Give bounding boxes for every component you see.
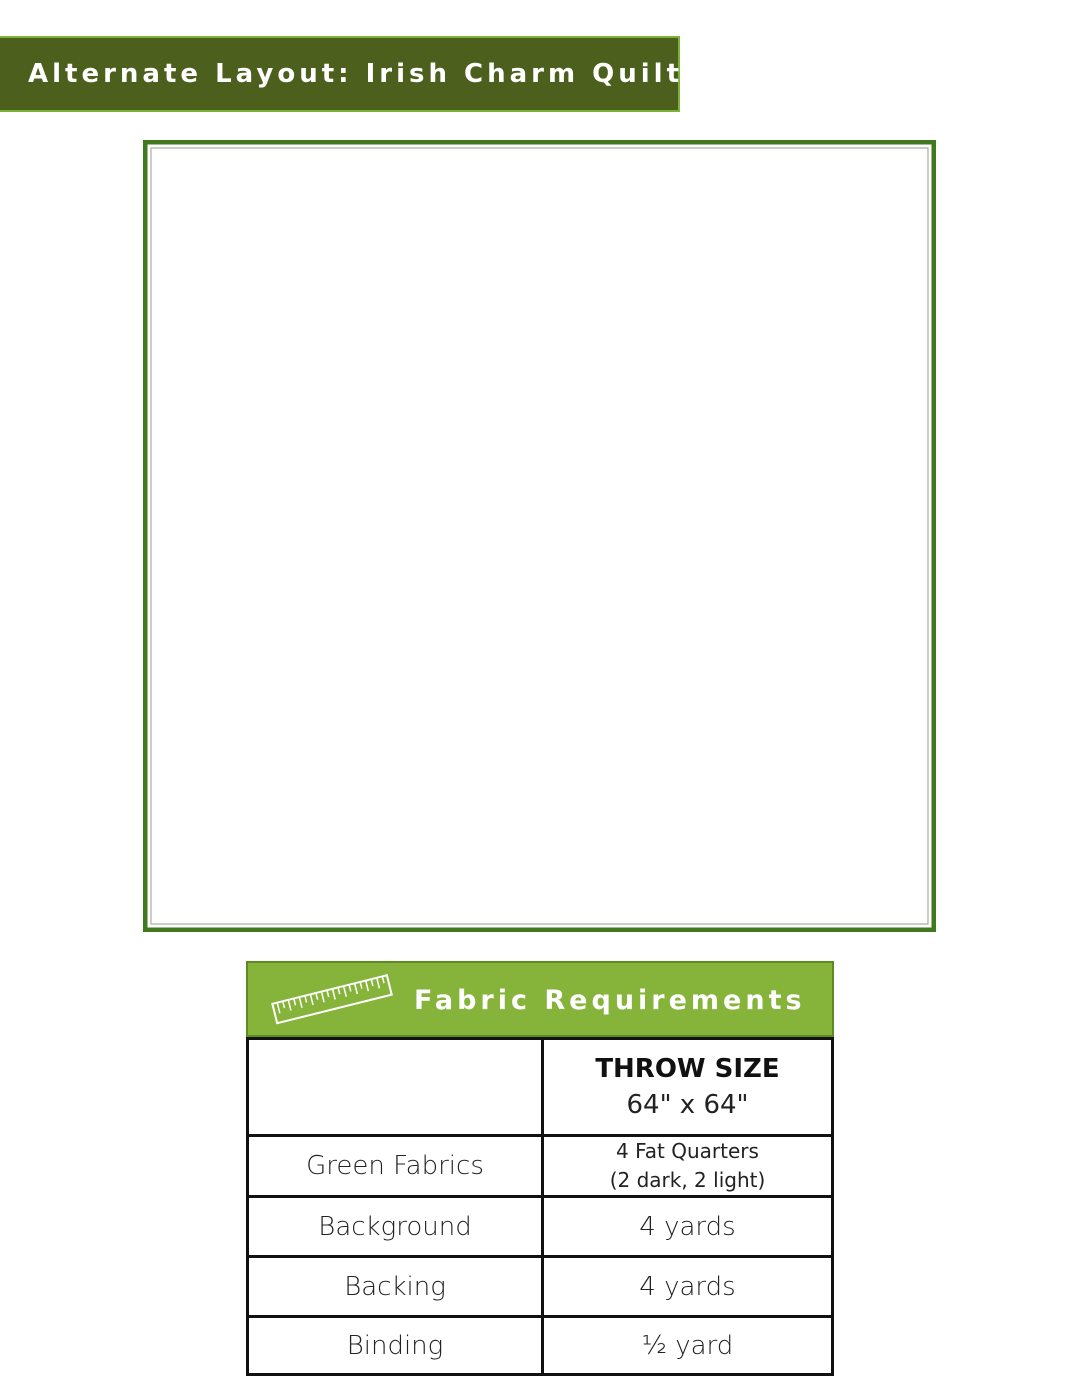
ruler-icon [268, 969, 398, 1029]
throw-size-dimensions: 64" x 64" [626, 1090, 749, 1120]
row-label: Background [248, 1197, 543, 1257]
table-row [248, 1257, 833, 1317]
fabric-requirements-header [246, 961, 834, 1037]
quilt-border [151, 148, 928, 924]
fabric-requirements-table [246, 1037, 834, 1376]
title-banner [0, 36, 684, 112]
row-value: ½ yard [543, 1317, 833, 1375]
table-header-row [248, 1039, 833, 1136]
row-value: 4 yards [543, 1197, 833, 1257]
page-title: Alternate Layout: Irish Charm Quilt [28, 59, 684, 89]
row-value [543, 1136, 833, 1197]
row-value: 4 yards [543, 1257, 833, 1317]
table-row [248, 1136, 833, 1197]
empty-header-cell [248, 1039, 543, 1136]
row-value-line: 4 Fat Quarters [616, 1139, 759, 1163]
table-row [248, 1197, 833, 1257]
row-label: Binding [248, 1317, 543, 1375]
row-label: Backing [248, 1257, 543, 1317]
quilt-diagram [143, 140, 936, 932]
throw-size-label: THROW SIZE [595, 1054, 780, 1084]
row-label: Green Fabrics [248, 1136, 543, 1197]
table-row [248, 1317, 833, 1375]
throw-size-cell [543, 1039, 833, 1136]
fabric-requirements-title: Fabric Requirements [414, 985, 806, 1016]
row-value-line: (2 dark, 2 light) [609, 1168, 766, 1192]
